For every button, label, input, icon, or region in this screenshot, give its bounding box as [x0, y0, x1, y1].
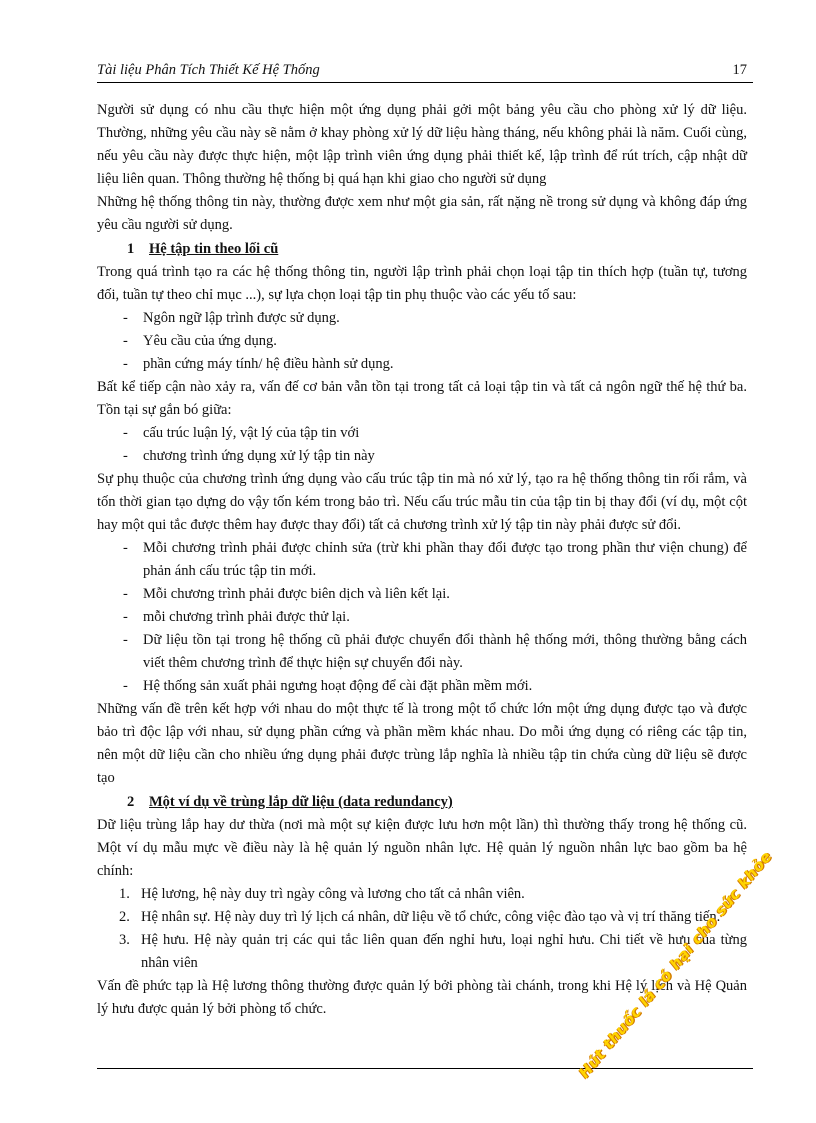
paragraph: Những vấn đề trên kết hợp với nhau do một thực tế là trong một tổ chức lớn một ứng dụng được tạo và được bảo trì độc lập với nhau, sử dụng phần cứng và phần mềm khác nhau. Do mỗi ứng dụng có riêng các tập tin, nên một dữ liệu cần cho nhiều ứng dụng phải được trùng lắp nghĩa là nhiều tập tin chứa cùng dữ liệu sẽ được tạo: [97, 701, 747, 786]
document-title: Tài liệu Phân Tích Thiết Kế Hệ Thống: [97, 62, 320, 78]
list-number: 1.: [119, 886, 130, 902]
section-title: Hệ tập tin theo lối cũ: [149, 241, 279, 257]
list-number: 3.: [119, 932, 130, 948]
section-number: 1: [127, 241, 135, 257]
paragraph: Bất kể tiếp cận nào xảy ra, vấn đế cơ bản vẫn tồn tại trong tất cả loại tập tin và tất cả ngôn ngữ thế hệ thứ ba. Tồn tại sự gắn bó giữa:: [97, 379, 747, 418]
list-item: - cấu trúc luận lý, vật lý của tập tin với: [97, 422, 747, 445]
page-header: [97, 60, 753, 83]
consequence-list: [97, 537, 747, 698]
page-number: 17: [732, 62, 747, 78]
paragraph: Trong quá trình tạo ra các hệ thống thông tin, người lập trình phải chọn loại tập tin thích hợp (tuần tự, tương đối, tuần tự theo chỉ mục ...), sự lựa chọn loại tập tin phụ thuộc vào các yếu tố sau:: [97, 264, 747, 303]
list-item: - Ngôn ngữ lập trình được sử dụng.: [97, 307, 747, 330]
list-item: - Hệ thống sản xuất phải ngưng hoạt động để cài đặt phần mềm mới.: [97, 675, 747, 698]
intro-paragraph: Người sử dụng có nhu cầu thực hiện một ứng dụng phải gởi một bảng yêu cầu cho phòng xử lý dữ liệu. Thường, những yêu cầu này sẽ nằm ở khay phòng xử lý dữ liệu hàng tháng, nếu không phải là năm. Cuối cùng, nếu yêu cầu này được thực hiện, một lập trình viên ứng dụng phải thiết kế, lập trình để rút trích, cập nhật dữ liệu liên quan. Thông thường hệ thống bị quá hạn khi giao cho người sử dụng: [97, 102, 747, 187]
list-item: [97, 906, 747, 929]
paragraph: Dữ liệu trùng lắp hay dư thừa (nơi mà một sự kiện được lưu hơn một lần) thì thường thấy trong hệ thống cũ. Một ví dụ mẫu mực về điều này là hệ quản lý nguồn nhân lực. Hệ quản lý nguồn nhân lực bao gồm ba hệ chính:: [97, 817, 747, 879]
watermark-stamp: Hút thuốc lá có hại cho sức khỏe: [575, 847, 776, 1082]
system-list: [97, 883, 747, 975]
list-item-text: Hệ nhân sự. Hệ này duy trì lý lịch cá nhân, dữ liệu về tổ chức, công việc đào tạo và vị trí thăng tiến.: [141, 909, 721, 925]
list-item: - Yêu cầu của ứng dụng.: [97, 330, 747, 353]
intro-paragraph: Những hệ thống thông tin này, thường được xem như một gia sản, rất nặng nề trong sử dụng và không đáp ứng yêu cầu người sử dụng.: [97, 194, 747, 233]
factor-list: [97, 307, 747, 376]
list-item: - mỗi chương trình phải được thử lại.: [97, 606, 747, 629]
list-item: [97, 929, 747, 975]
list-item-text: Hệ hưu. Hệ này quản trị các qui tắc liên quan đến nghỉ hưu, loại nghỉ hưu. Chi tiết về hưu của từng nhân viên: [141, 932, 747, 971]
list-number: 2.: [119, 909, 130, 925]
list-item: - Mỗi chương trình phải được biên dịch và liên kết lại.: [97, 583, 747, 606]
dependency-list: [97, 422, 747, 468]
paragraph: Vấn đề phức tạp là Hệ lương thông thường được quản lý bởi phòng tài chánh, trong khi Hệ lý lịch và Hệ Quản lý hưu được quản lý bởi phòng tổ chức.: [97, 978, 747, 1017]
list-item: - phần cứng máy tính/ hệ điều hành sử dụng.: [97, 353, 747, 376]
section-title: Một ví dụ về trùng lắp dữ liệu (data redundancy): [149, 794, 453, 810]
section-heading-1: [97, 237, 747, 261]
section-heading-2: [97, 790, 747, 814]
page-content: [97, 99, 747, 1021]
list-item: - Dữ liệu tồn tại trong hệ thống cũ phải được chuyển đổi thành hệ thống mới, thông thường bằng cách viết thêm chương trình để thực hiện sự chuyển đổi này.: [97, 629, 747, 675]
list-item: - chương trình ứng dụng xử lý tập tin này: [97, 445, 747, 468]
list-item: [97, 883, 747, 906]
paragraph: Sự phụ thuộc của chương trình ứng dụng vào cấu trúc tập tin mà nó xử lý, tạo ra hệ thống thông tin rối rắm, và tốn thời gian tạo dựng do vậy tốn kém trong bảo trì. Nếu cấu trúc mẫu tin của tập tin bị thay đổi (ví dụ, một cột hay một qui tắc được thêm hay được thay đổi) tất cả chương trình xử lý tập tin này phải được sử đổi.: [97, 471, 747, 533]
section-number: 2: [127, 794, 135, 810]
footer-rule: [97, 1068, 753, 1069]
list-item: - Mỗi chương trình phải được chỉnh sửa (trừ khi phần thay đổi được tạo trong phần thư viện chung) để phản ánh cấu trúc tập tin mới.: [97, 537, 747, 583]
list-item-text: Hệ lương, hệ này duy trì ngày công và lương cho tất cả nhân viên.: [141, 886, 525, 902]
